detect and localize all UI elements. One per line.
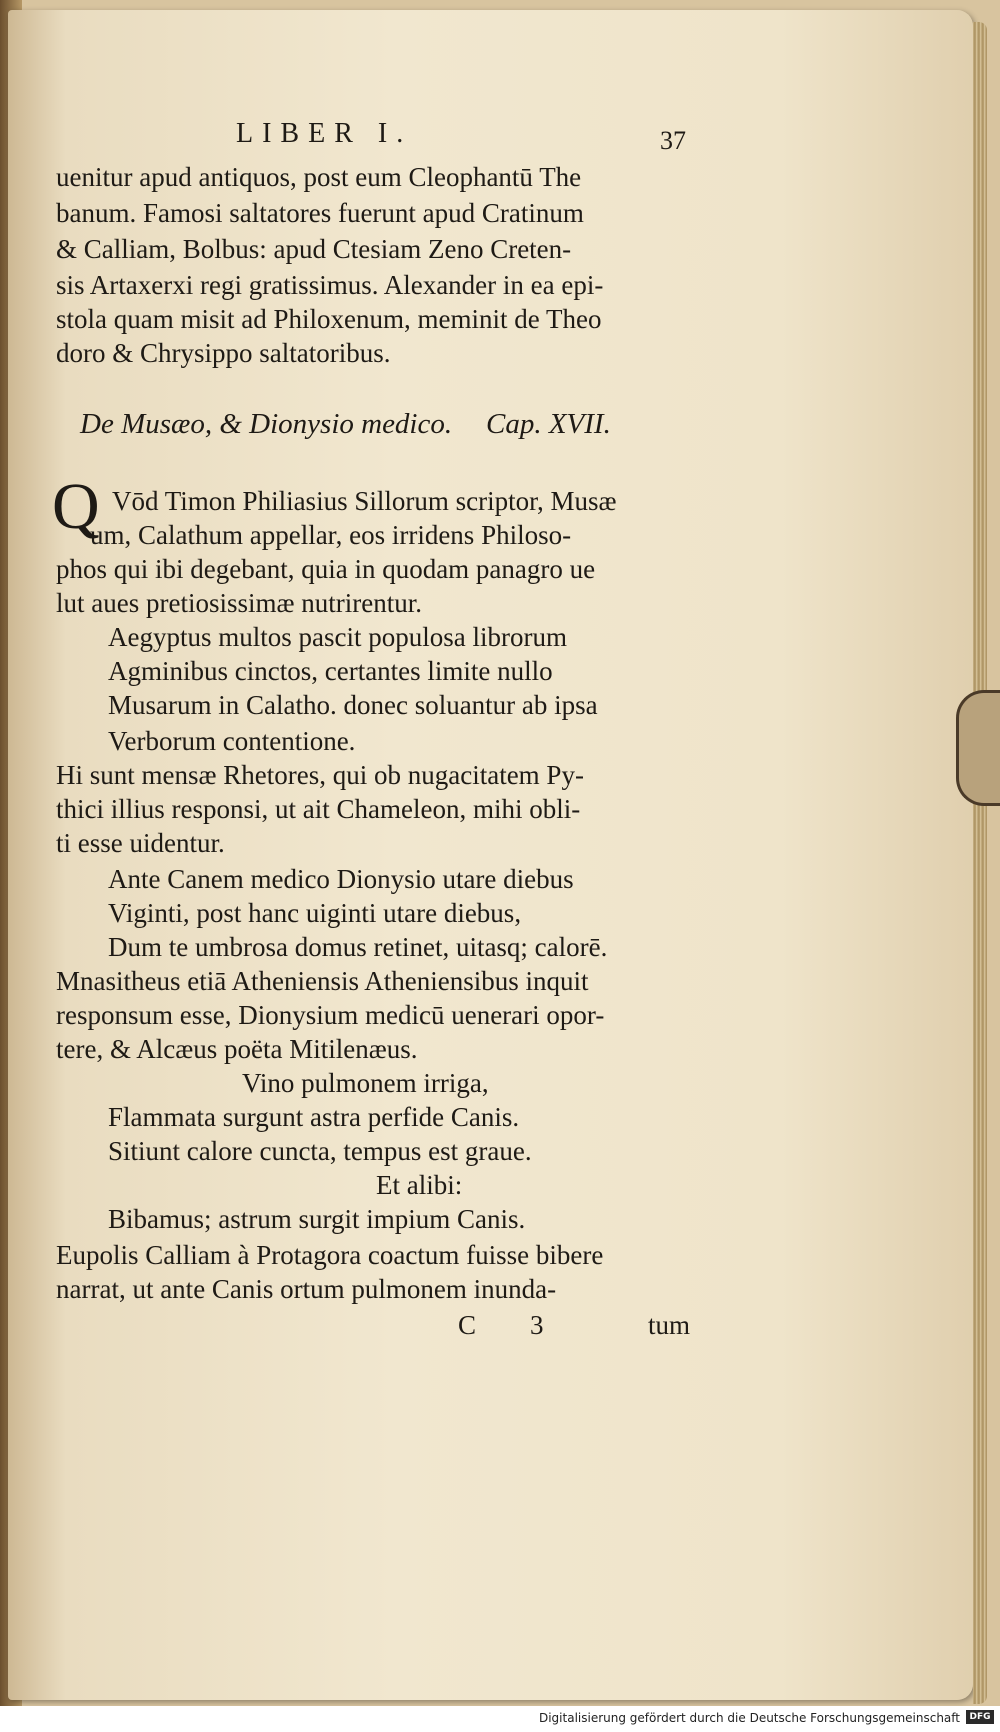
digitization-credit: Digitalisierung gefördert durch die Deutsche Forschungsgemeinschaft (538, 1711, 960, 1725)
chapter-number: Cap. XVII. (486, 408, 611, 440)
verse-line: Et alibi: (376, 1170, 463, 1200)
dfg-logo: DFG (966, 1710, 994, 1724)
text-line: lut aues pretiosissimæ nutrirentur. (56, 588, 422, 618)
text-line: tere, & Alcæus poëta Mitilenæus. (56, 1034, 418, 1064)
text-line: Eupolis Calliam à Protagora coactum fuisse bibere (56, 1240, 604, 1270)
verse-line: Musarum in Calatho. donec soluantur ab ipsa (108, 690, 598, 720)
text-line: thici illius responsi, ut ait Chameleon, mihi obli- (56, 794, 581, 824)
text-line: stola quam misit ad Philoxenum, meminit de Theo (56, 304, 602, 334)
text-line: doro & Chrysippo saltatoribus. (56, 338, 391, 368)
page-edges (973, 22, 987, 1704)
text-line: & Calliam, Bolbus: apud Ctesiam Zeno Creten- (56, 234, 572, 264)
text-line: Hi sunt mensæ Rhetores, qui ob nugacitatem Py- (56, 760, 584, 790)
text-line: ti esse uidentur. (56, 828, 225, 858)
catchword: tum (648, 1310, 691, 1340)
signature-number: 3 (530, 1310, 544, 1340)
text-line: uenitur apud antiquos, post eum Cleophantū The (56, 162, 582, 192)
page-tab-marker (956, 690, 1000, 806)
verse-line: Bibamus; astrum surgit impium Canis. (108, 1204, 526, 1234)
text-line: narrat, ut ante Canis ortum pulmonem inunda- (56, 1274, 557, 1304)
text-line: phos qui ibi degebant, quia in quodam panagro ue (56, 554, 596, 584)
running-head: LIBER I. (236, 118, 413, 149)
text-line: responsum esse, Dionysium medicū uenerari opor- (56, 1000, 605, 1030)
signature-letter: C (458, 1310, 477, 1340)
chapter-heading: De Musæo, & Dionysio medico. (80, 408, 453, 440)
verse-line: Ante Canem medico Dionysio utare diebus (108, 864, 574, 894)
text-line: Vōd Timon Philiasius Sillorum scriptor, Musæ (112, 486, 617, 516)
drop-cap: Q (52, 470, 100, 543)
verse-line: Dum te umbrosa domus retinet, uitasq; calorē. (108, 932, 608, 962)
page-number: 37 (660, 126, 686, 155)
text-line: banum. Famosi saltatores fuerunt apud Cratinum (56, 198, 584, 228)
text-line: sis Artaxerxi regi gratissimus. Alexander in ea epi- (56, 270, 604, 300)
verse-line: Verborum contentione. (108, 726, 356, 756)
text-line: Mnasitheus etiā Atheniensis Atheniensibus inquit (56, 966, 589, 996)
verse-line: Sitiunt calore cuncta, tempus est graue. (108, 1136, 532, 1166)
verse-line: Flammata surgunt astra perfide Canis. (108, 1102, 520, 1132)
verse-line: Viginti, post hanc uiginti utare diebus, (108, 898, 522, 928)
verse-line: Vino pulmonem irriga, (242, 1068, 489, 1098)
verse-line: Agminibus cinctos, certantes limite nullo (108, 656, 553, 686)
text-line: um, Calathum appellar, eos irridens Philoso- (90, 520, 572, 550)
verse-line: Aegyptus multos pascit populosa librorum (108, 622, 567, 652)
